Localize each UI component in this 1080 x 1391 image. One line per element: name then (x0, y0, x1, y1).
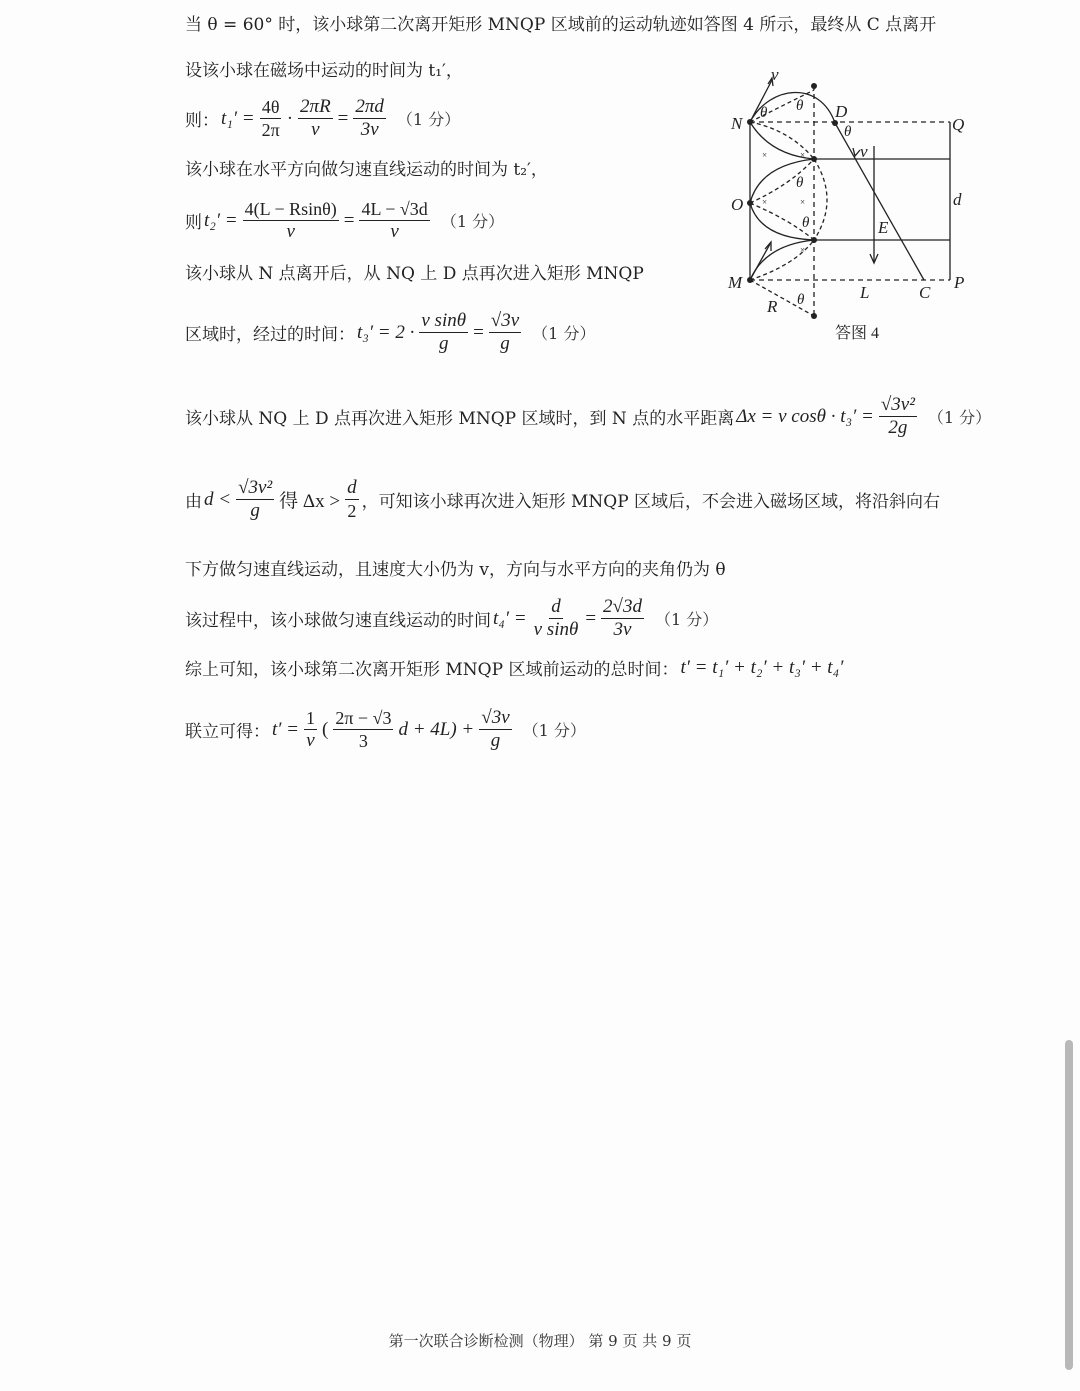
total-time-line (185, 655, 845, 680)
operator: = (473, 321, 484, 343)
text-line-2 (185, 56, 463, 81)
label-l: L (860, 283, 870, 302)
score: （1 分） (440, 212, 505, 231)
numerator: d (551, 596, 561, 617)
final-formula (185, 707, 586, 752)
fraction (298, 96, 333, 141)
fraction (489, 310, 521, 355)
operator: = (343, 209, 355, 231)
svg-text:×: × (800, 245, 806, 255)
score: （1 分） (654, 610, 719, 629)
svg-text:×: × (762, 150, 768, 160)
label-c: C (919, 283, 931, 302)
fraction (243, 198, 339, 243)
text: 该小球从 NQ 上 D 点再次进入矩形 MNQP 区域时，到 N 点的水平距离 (185, 409, 735, 429)
denominator: 2 (347, 501, 357, 521)
fraction (345, 477, 359, 522)
text: 该小球从 N 点离开后，从 NQ 上 D 点再次进入矩形 MNQP (185, 264, 644, 284)
numerator: 4(L − Rsinθ) (244, 199, 337, 219)
text: ，可知该小球再次进入矩形 MNQP 区域后，不会进入磁场区域，将沿斜向右 (361, 492, 941, 512)
text: 则 (185, 213, 202, 233)
score: （1 分） (532, 324, 596, 343)
label-v: v (771, 65, 779, 84)
label-p: P (954, 273, 965, 292)
denominator: 2π (261, 120, 280, 140)
numerator: √3v² (238, 477, 273, 498)
rectangle-mnqp (750, 85, 950, 316)
text: 由 (185, 492, 202, 512)
label-o: O (731, 195, 744, 214)
numerator: 2πd (355, 96, 384, 117)
text: 该过程中，该小球做匀速直线运动的时间 (185, 611, 491, 631)
text: 当 θ = 60° 时，该小球第二次离开矩形 MNQP 区域前的运动轨迹如答图 4 所示，最终从 C 点离开 (185, 15, 937, 35)
numerator: √3v (481, 707, 510, 728)
svg-text:×: × (800, 150, 806, 160)
inequality-line (185, 477, 940, 522)
text: 综上可知，该小球第二次离开矩形 MNQP 区域前运动的总时间： (185, 660, 679, 680)
operator: · (286, 107, 294, 129)
figure-answer-4 (720, 60, 980, 350)
label-q: Q (952, 115, 965, 134)
label-theta: θ (796, 98, 804, 114)
label-e-field: E (878, 218, 889, 237)
formula-lhs: t₂′ = (204, 209, 238, 231)
formula: 得 Δx > (279, 491, 341, 512)
denominator: v (390, 221, 399, 242)
text-line-10 (185, 555, 726, 580)
score: （1 分） (396, 110, 461, 129)
label-d-point: D (835, 102, 848, 121)
denominator: g (250, 500, 260, 521)
fraction (479, 707, 511, 752)
label-m: M (728, 273, 743, 292)
text: 该小球在水平方向做匀速直线运动的时间为 t₂′， (185, 160, 548, 180)
numerator: 4θ (261, 97, 280, 117)
numerator: 2π − √3 (335, 708, 392, 728)
denominator: v (306, 730, 315, 751)
fraction (419, 310, 468, 355)
fraction (304, 707, 317, 752)
formula: t′ = t₁′ + t₂′ + t₃′ + t₄′ (680, 656, 844, 678)
fraction (353, 96, 386, 141)
denominator: g (490, 730, 501, 751)
formula-dx (185, 394, 991, 439)
numerator: v sinθ (421, 310, 467, 331)
page-footer: 第一次联合诊断检测（物理） 第 9 页 共 9 页 (388, 1332, 692, 1350)
text-line-6 (185, 259, 644, 284)
formula-t1 (185, 96, 460, 141)
numerator: 2πR (300, 96, 331, 117)
formula-t2 (185, 198, 504, 243)
label-v: v (860, 142, 868, 161)
text: 区域时，经过的时间： (185, 325, 355, 345)
text: 联立可得： (185, 722, 270, 742)
formula-lhs: Δx = v cosθ · t₃′ = (736, 405, 874, 427)
denominator: g (500, 333, 510, 354)
denominator: v (286, 221, 295, 242)
label-n: N (731, 114, 743, 133)
operator: ( (322, 718, 329, 740)
operator: = (585, 607, 597, 629)
label-theta: θ (760, 105, 768, 121)
scrollbar[interactable] (1065, 1040, 1073, 1370)
text: 则： (185, 111, 219, 131)
formula-lhs: t′ = (272, 718, 300, 740)
numerator: √3v (490, 310, 520, 331)
label-theta: θ (797, 292, 805, 308)
formula: d + 4L) + (398, 718, 475, 740)
label-r: R (767, 297, 778, 316)
label-theta: θ (796, 175, 804, 191)
score: （1 分） (927, 408, 992, 427)
fraction (879, 394, 917, 439)
numerator: √3v² (880, 394, 915, 415)
formula-lhs: t₄′ = (493, 607, 527, 629)
label-theta: θ (844, 124, 852, 140)
svg-text:×: × (800, 197, 806, 207)
operator: = (337, 107, 349, 129)
figure-caption: 答图 4 (835, 325, 880, 342)
text: 下方做匀速直线运动，且速度大小仍为 v，方向与水平方向的夹角仍为 θ (185, 560, 726, 580)
fraction (359, 198, 429, 243)
fraction (532, 596, 581, 641)
denominator: g (438, 333, 449, 354)
numerator: 4L − √3d (361, 199, 428, 219)
denominator: v (311, 119, 320, 140)
denominator: 3 (358, 731, 368, 751)
formula-t4 (185, 596, 718, 641)
score: （1 分） (522, 721, 586, 740)
fraction (236, 477, 274, 522)
formula-t3 (185, 310, 595, 355)
formula: d < (204, 488, 232, 510)
svg-text:×: × (762, 197, 768, 207)
formula-lhs: t₃′ = 2 · (357, 321, 415, 343)
denominator: 2g (888, 417, 908, 438)
numerator: 1 (306, 708, 316, 728)
label-theta: θ (802, 215, 810, 231)
denominator: 3v (360, 119, 379, 140)
text-line-4 (185, 155, 548, 180)
numerator: 2√3d (603, 596, 642, 617)
numerator: d (347, 477, 357, 498)
denominator: v sinθ (533, 619, 579, 640)
denominator: 3v (613, 619, 632, 640)
fraction (601, 596, 644, 641)
label-d-width: d (953, 190, 962, 209)
text-line-1 (185, 10, 936, 35)
formula-lhs: t₁′ = (221, 107, 255, 129)
fraction (333, 707, 393, 752)
fraction (260, 96, 282, 141)
text: 设该小球在磁场中运动的时间为 t₁′， (185, 61, 463, 81)
